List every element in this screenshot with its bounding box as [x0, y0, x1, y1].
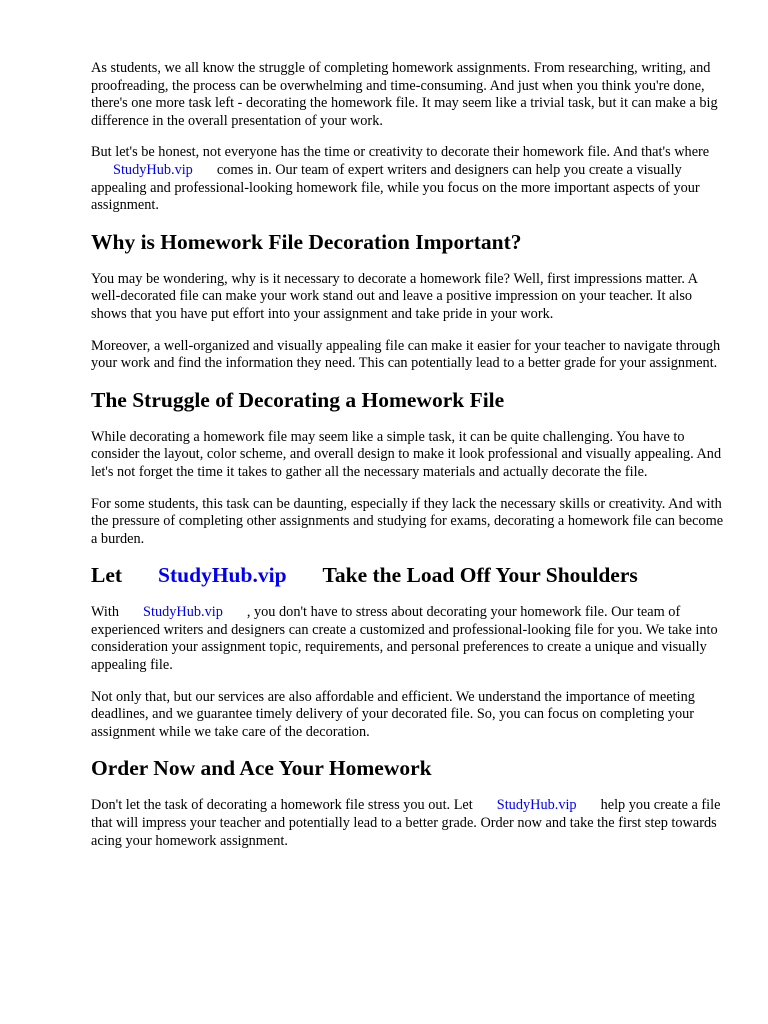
section2-paragraph-1: While decorating a homework file may seem like a simple task, it can be quite challenging. You have to consider the layout, color scheme, and overall design to make it look professional and visually appealing. And let's not forget the time it takes to gather all the necessary materials and actually decorate the file.	[91, 428, 722, 480]
section1-heading: Why is Homework File Decoration Important?	[91, 229, 522, 254]
section3-paragraph-2: Not only that, but our services are also affordable and efficient. We understand the importance of meeting deadlines, and we guarantee timely delivery of your decorated file. So, you can focus on completing your assignment while we take care of the decoration.	[91, 688, 695, 740]
section4-paragraph-1	[91, 797, 725, 850]
section3-paragraph-1	[91, 604, 725, 674]
section1-paragraph-1: You may be wondering, why is it necessary to decorate a homework file? Well, first impressions matter. A well-decorated file can make your work stand out and leave a positive impression on your teacher. It also shows that you have put effort into your assignment and take pride in your work.	[91, 270, 698, 322]
section4-p1-text-before: Don't let the task of decorating a homework file stress you out. Let	[91, 797, 473, 814]
section3-heading	[91, 562, 725, 588]
section1-paragraph-2: Moreover, a well-organized and visually appealing file can make it easier for your teacher to navigate through your work and find the information they need. This can potentially lead to a better grade for your assignment.	[91, 337, 721, 372]
section4-heading: Order Now and Ace Your Homework	[91, 756, 432, 781]
studyhub-link[interactable]: StudyHub.vip	[143, 604, 223, 621]
section3-heading-after: Take the Load Off Your Shoulders	[322, 563, 638, 588]
section4-p1-text-after: help you create a file that will impress your teacher and potentially lead to a better grade. Order now and take the first step towards acing your homework assignment.	[91, 797, 721, 849]
intro-p2-text-before: But let's be honest, not everyone has the time or creativity to decorate their homework file. And that's where	[91, 144, 710, 161]
studyhub-link[interactable]: StudyHub.vip	[113, 161, 193, 178]
intro-paragraph-1: As students, we all know the struggle of completing homework assignments. From researching, writing, and proofreading, the process can be overwhelming and time-consuming. And just when you think you're done, there's one more task left - decorating the homework file. It may seem like a trivial task, but it can make a big difference in the overall presentation of your work.	[91, 60, 718, 129]
section3-p1-text-after: , you don't have to stress about decorating your homework file. Our team of experienced writers and designers can create a customized and professional-looking file for you. We take into consideration your assignment topic, requirements, and personal preferences to create a unique and visually appealing file.	[91, 604, 718, 674]
studyhub-heading-link[interactable]: StudyHub.vip	[158, 563, 287, 588]
intro-paragraph-2	[91, 144, 725, 214]
section2-heading: The Struggle of Decorating a Homework File	[91, 387, 505, 412]
studyhub-link[interactable]: StudyHub.vip	[496, 797, 577, 814]
section3-heading-before: Let	[91, 563, 123, 588]
section2-paragraph-2: For some students, this task can be daunting, especially if they lack the necessary skills or creativity. And with the pressure of completing other assignments and studying for exams, decorating a homework file can become a burden.	[91, 495, 724, 547]
intro-p2-text-after: comes in. Our team of expert writers and designers can help you create a visually appealing and professional-looking homework file, while you focus on the more important aspects of your assignment.	[91, 161, 700, 214]
section3-p1-text-before: With	[91, 604, 120, 621]
document-page	[91, 60, 725, 864]
